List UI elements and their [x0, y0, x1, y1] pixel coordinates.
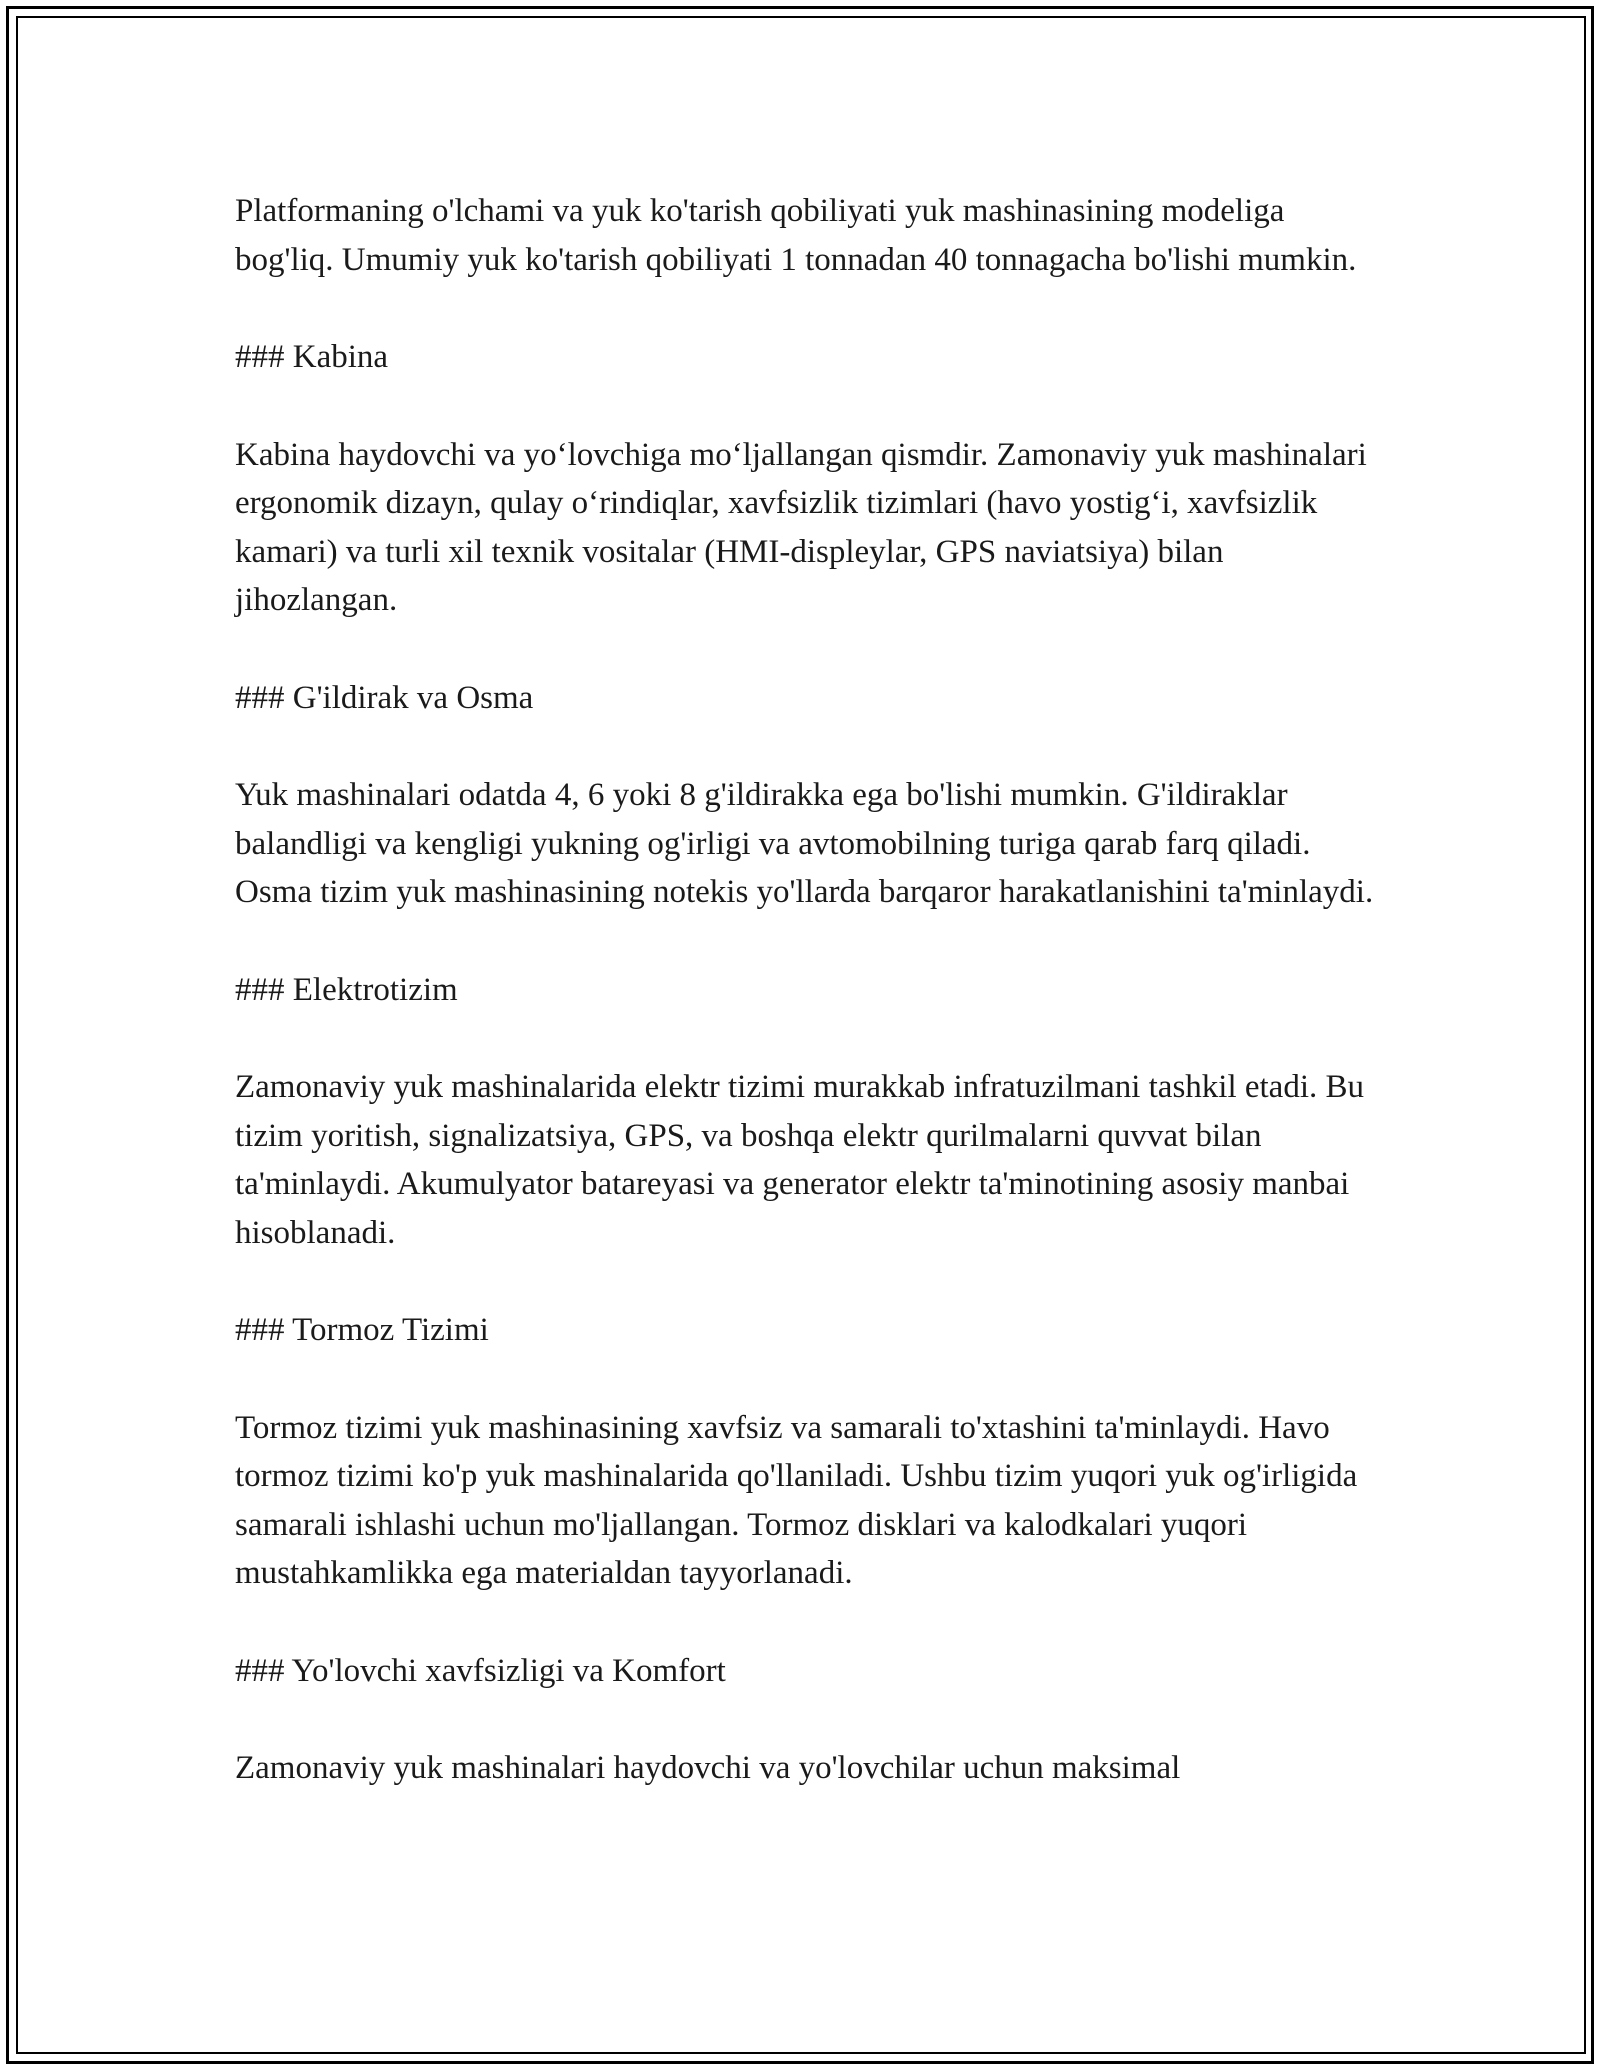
- heading-elektrotizim: ### Elektrotizim: [235, 971, 458, 1008]
- paragraph-tormoz-tizimi: Tormoz tizimi yuk mashinasining xavfsiz va samarali to'xtashini ta'minlaydi. Havo tormoz tizimi ko'p yuk mashinalarida qo'llaniladi. Ushbu tizim yuqori yuk og'irligida samarali ishlashi uchun mo'ljallangan. Tormoz disklari va kalodkalari yuqori mustahkamlikka ega materialdan tayyorlanadi.: [235, 1409, 1358, 1591]
- paragraph-kabina: Kabina haydovchi va yo‘lovchiga mo‘ljallangan qismdir. Zamonaviy yuk mashinalari ergonomik dizayn, qulay o‘rindiqlar, xavfsizlik tizimlari (havo yostig‘i, xavfsizlik kamari) va turli xil texnik vositalar (HMI-displeylar, GPS naviatsiya) bilan jihozlangan.: [235, 436, 1367, 618]
- heading-yolovchi-xavfsizligi: ### Yo'lovchi xavfsizligi va Komfort: [235, 1652, 726, 1689]
- paragraph-yolovchi-xavfsizligi: Zamonaviy yuk mashinalari haydovchi va yo'lovchilar uchun maksimal: [235, 1750, 1181, 1786]
- heading-tormoz-tizimi: ### Tormoz Tizimi: [235, 1312, 489, 1348]
- heading-gildirak-osma: ### G'ildirak va Osma: [235, 679, 534, 716]
- document-body: [235, 187, 1375, 1793]
- paragraph-elektrotizim: Zamonaviy yuk mashinalarida elektr tizimi murakkab infratuzilmani tashkil etadi. Bu tizim yoritish, signalizatsiya, GPS, va boshqa elektr qurilmalarni quvvat bilan ta'minlaydi. Akumulyator batareyasi va generator elektr ta'minotining asosiy manbai hisoblanadi.: [235, 1069, 1365, 1251]
- paragraph-platform-capacity: Platformaning o'lchami va yuk ko'tarish qobiliyati yuk mashinasining modeliga bog'liq. Umumiy yuk ko'tarish qobiliyati 1 tonnadan 40 tonnagacha bo'lishi mumkin.: [235, 193, 1357, 278]
- paragraph-gildirak-osma: Yuk mashinalari odatda 4, 6 yoki 8 g'ildirakka ega bo'lishi mumkin. G'ildiraklar balandligi va kengligi yukning og'irligi va avtomobilning turiga qarab farq qiladi. Osma tizim yuk mashinasining notekis yo'llarda barqaror harakatlanishini ta'minlaydi.: [235, 777, 1374, 910]
- heading-kabina: ### Kabina: [235, 339, 389, 375]
